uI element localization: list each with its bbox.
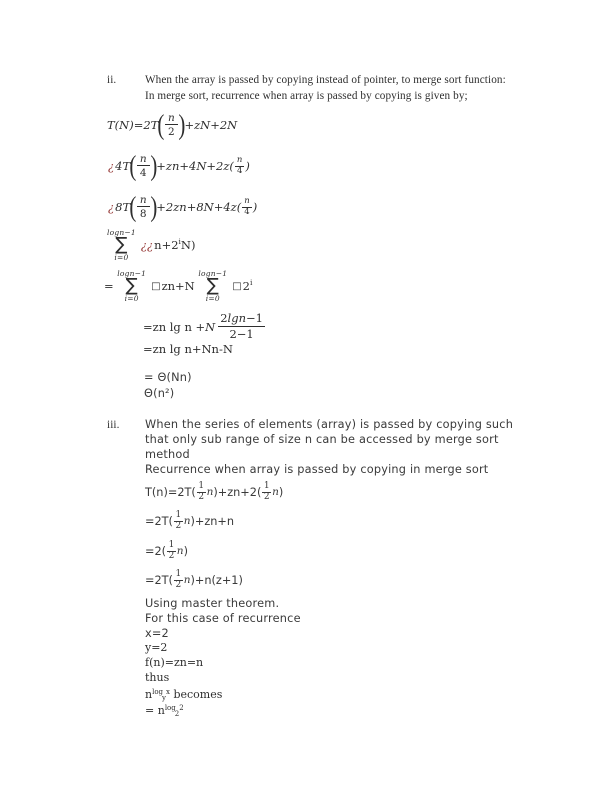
paragraph-line: Recurrence when array is passed by copying in merge sort <box>145 463 489 476</box>
fraction-numerator: n <box>244 195 250 206</box>
paragraph-line: In merge sort, recurrence when array is passed by copying is given by; <box>145 90 468 102</box>
theta-result-line: = Θ(Nn) <box>144 371 192 384</box>
big-close-paren: ) <box>149 149 157 182</box>
fraction-numerator <box>218 312 265 327</box>
fraction-numerator: n <box>236 154 243 165</box>
fraction-denominator: 2 <box>168 550 175 561</box>
text-line: thus <box>145 671 170 684</box>
fraction-numerator: n <box>165 112 178 125</box>
summation-symbol <box>107 229 136 261</box>
text-line: Using master theorem. <box>145 597 280 610</box>
fraction-denominator: 4 <box>244 206 250 217</box>
formula-text: n+2 <box>154 238 179 252</box>
superscript-log: log <box>152 688 164 696</box>
formula-copy-step2 <box>145 508 234 534</box>
formula-simplified <box>143 341 233 357</box>
variable-N: N <box>205 320 216 334</box>
theta-result-line: Θ(n²) <box>144 387 175 400</box>
fraction-numerator: 1 <box>198 480 205 491</box>
paragraph-line: When the array is passed by copying instead of pointer, to merge sort function: <box>145 74 506 86</box>
formula-text: =2( <box>145 544 167 558</box>
base-n: n <box>145 688 153 701</box>
fraction-denominator: 8 <box>139 208 147 220</box>
formula-text: 8T <box>115 200 131 214</box>
formula-text: =2T( <box>145 573 173 587</box>
formula-text: +2zn+8N+4z( <box>156 200 242 214</box>
formula-text: N) <box>180 238 196 252</box>
big-open-paren: ( <box>129 149 137 182</box>
equals-sign: = <box>145 704 158 717</box>
equals-sign: = <box>104 279 118 293</box>
formula-text: lgn <box>227 311 246 326</box>
formula-text: 4T <box>115 159 131 173</box>
sum-upper-limit: logn−1 <box>107 227 136 237</box>
fraction-denominator: 4 <box>139 167 147 179</box>
formula-text: )+n(z+1) <box>190 573 243 587</box>
fraction-numerator: 1 <box>175 568 182 579</box>
formula-copy-step3 <box>145 538 188 564</box>
big-close-paren: ) <box>178 108 186 141</box>
sigma-icon: ∑ <box>206 275 219 297</box>
variable-n: n <box>176 545 184 557</box>
formula-text: 2 <box>242 279 250 293</box>
fraction-denominator: 2 <box>263 491 270 502</box>
formula-text: ) <box>183 544 188 558</box>
big-open-paren: ( <box>157 108 165 141</box>
formula-recurrence-step3 <box>107 188 257 226</box>
formula-text: +zn+4N+2z( <box>156 159 234 173</box>
variable-n: n <box>183 574 191 586</box>
missing-glyph-box: □ <box>151 280 161 292</box>
fraction-numerator: 1 <box>263 480 270 491</box>
fraction <box>174 570 183 591</box>
variable-n: n <box>183 515 191 527</box>
formula-text: ) <box>278 485 284 499</box>
sigma-icon: ∑ <box>125 275 138 297</box>
formula-text: zn+N <box>161 279 199 293</box>
error-glyph: ¿¿ <box>140 238 154 252</box>
subscript-y: y <box>162 694 166 702</box>
formula-summation <box>107 226 195 264</box>
formula-text: T(n)=2T( <box>145 485 196 499</box>
formula-text: −1 <box>246 311 263 326</box>
list-marker-ii: ii. <box>107 74 117 86</box>
fraction <box>197 482 206 503</box>
fraction-denominator: 2 <box>175 520 182 531</box>
formula-copy-step4 <box>145 567 243 593</box>
fraction-denominator: 2 <box>168 126 175 138</box>
big-close-paren: ) <box>149 190 157 223</box>
missing-glyph-box: □ <box>232 280 242 292</box>
formula-text: +zN+2N <box>184 118 238 132</box>
formula-text: =zn lg n + <box>143 320 206 334</box>
fraction-numerator: n <box>137 194 150 207</box>
formula-nlog-result <box>145 701 184 721</box>
fraction-denominator: 2 <box>175 579 182 590</box>
paragraph-line: method <box>145 448 190 461</box>
formula-text: becomes <box>169 688 223 701</box>
fraction-numerator: 1 <box>168 539 175 550</box>
formula-text: )+zn+2( <box>213 485 262 499</box>
formula-text: ) <box>245 159 250 173</box>
fraction-denominator: 4 <box>236 165 243 176</box>
formula-geometric-sum <box>143 312 265 342</box>
fraction-denominator: 2−1 <box>229 327 254 341</box>
text-line: f(n)=zn=n <box>145 656 204 669</box>
base-n: n <box>157 704 165 717</box>
big-open-paren: ( <box>129 190 137 223</box>
sum-upper-limit: logn−1 <box>117 268 147 278</box>
formula-text: ) <box>252 200 258 214</box>
small-fraction <box>242 197 251 218</box>
superscript-x: x <box>166 688 170 696</box>
text-line: For this case of recurrence <box>145 612 301 625</box>
fraction <box>165 112 178 138</box>
subscript-2: 2 <box>174 710 180 718</box>
formula-text: =zn lg n+Nn-N <box>143 342 233 356</box>
sigma-icon: ∑ <box>115 234 128 256</box>
formula-recurrence-base <box>107 106 237 144</box>
paragraph-line: that only sub range of size n can be accessed by merge sort <box>145 433 499 446</box>
summation-symbol <box>198 270 227 302</box>
list-marker-iii: iii. <box>107 419 120 431</box>
variable-n: n <box>206 486 214 498</box>
fraction <box>218 312 265 342</box>
superscript-2: 2 <box>179 704 184 712</box>
fraction-denominator: 2 <box>198 491 205 502</box>
formula-copy-recurrence <box>145 479 283 505</box>
fraction <box>137 194 150 220</box>
summation-symbol <box>117 270 146 302</box>
error-glyph: ¿ <box>108 200 115 214</box>
fraction-numerator: n <box>137 153 150 166</box>
small-fraction <box>235 156 244 177</box>
formula-summation-split <box>104 266 252 306</box>
variable-n: n <box>272 486 279 498</box>
formula-recurrence-step2 <box>107 147 250 185</box>
fraction <box>174 511 183 532</box>
sum-lower-limit: i=0 <box>114 252 129 262</box>
error-glyph: ¿ <box>108 159 115 173</box>
superscript-i: i <box>249 277 253 287</box>
paragraph-line: When the series of elements (array) is passed by copying such <box>145 418 514 431</box>
fraction-numerator: 1 <box>175 509 182 520</box>
fraction <box>262 482 271 503</box>
superscript-log: log <box>164 704 176 712</box>
fraction <box>167 541 176 562</box>
superscript-i: i <box>178 236 181 246</box>
formula-text: T(N)=2T <box>107 118 159 132</box>
text-line: x=2 <box>145 627 169 640</box>
formula-text: 2 <box>220 311 228 326</box>
sum-upper-limit: logn−1 <box>198 268 228 278</box>
formula-text: =2T( <box>145 514 173 528</box>
fraction <box>137 153 150 179</box>
sum-lower-limit: i=0 <box>205 293 220 303</box>
sum-lower-limit: i=0 <box>124 293 139 303</box>
formula-text: )+zn+n <box>190 514 235 528</box>
text-line: y=2 <box>145 641 168 654</box>
